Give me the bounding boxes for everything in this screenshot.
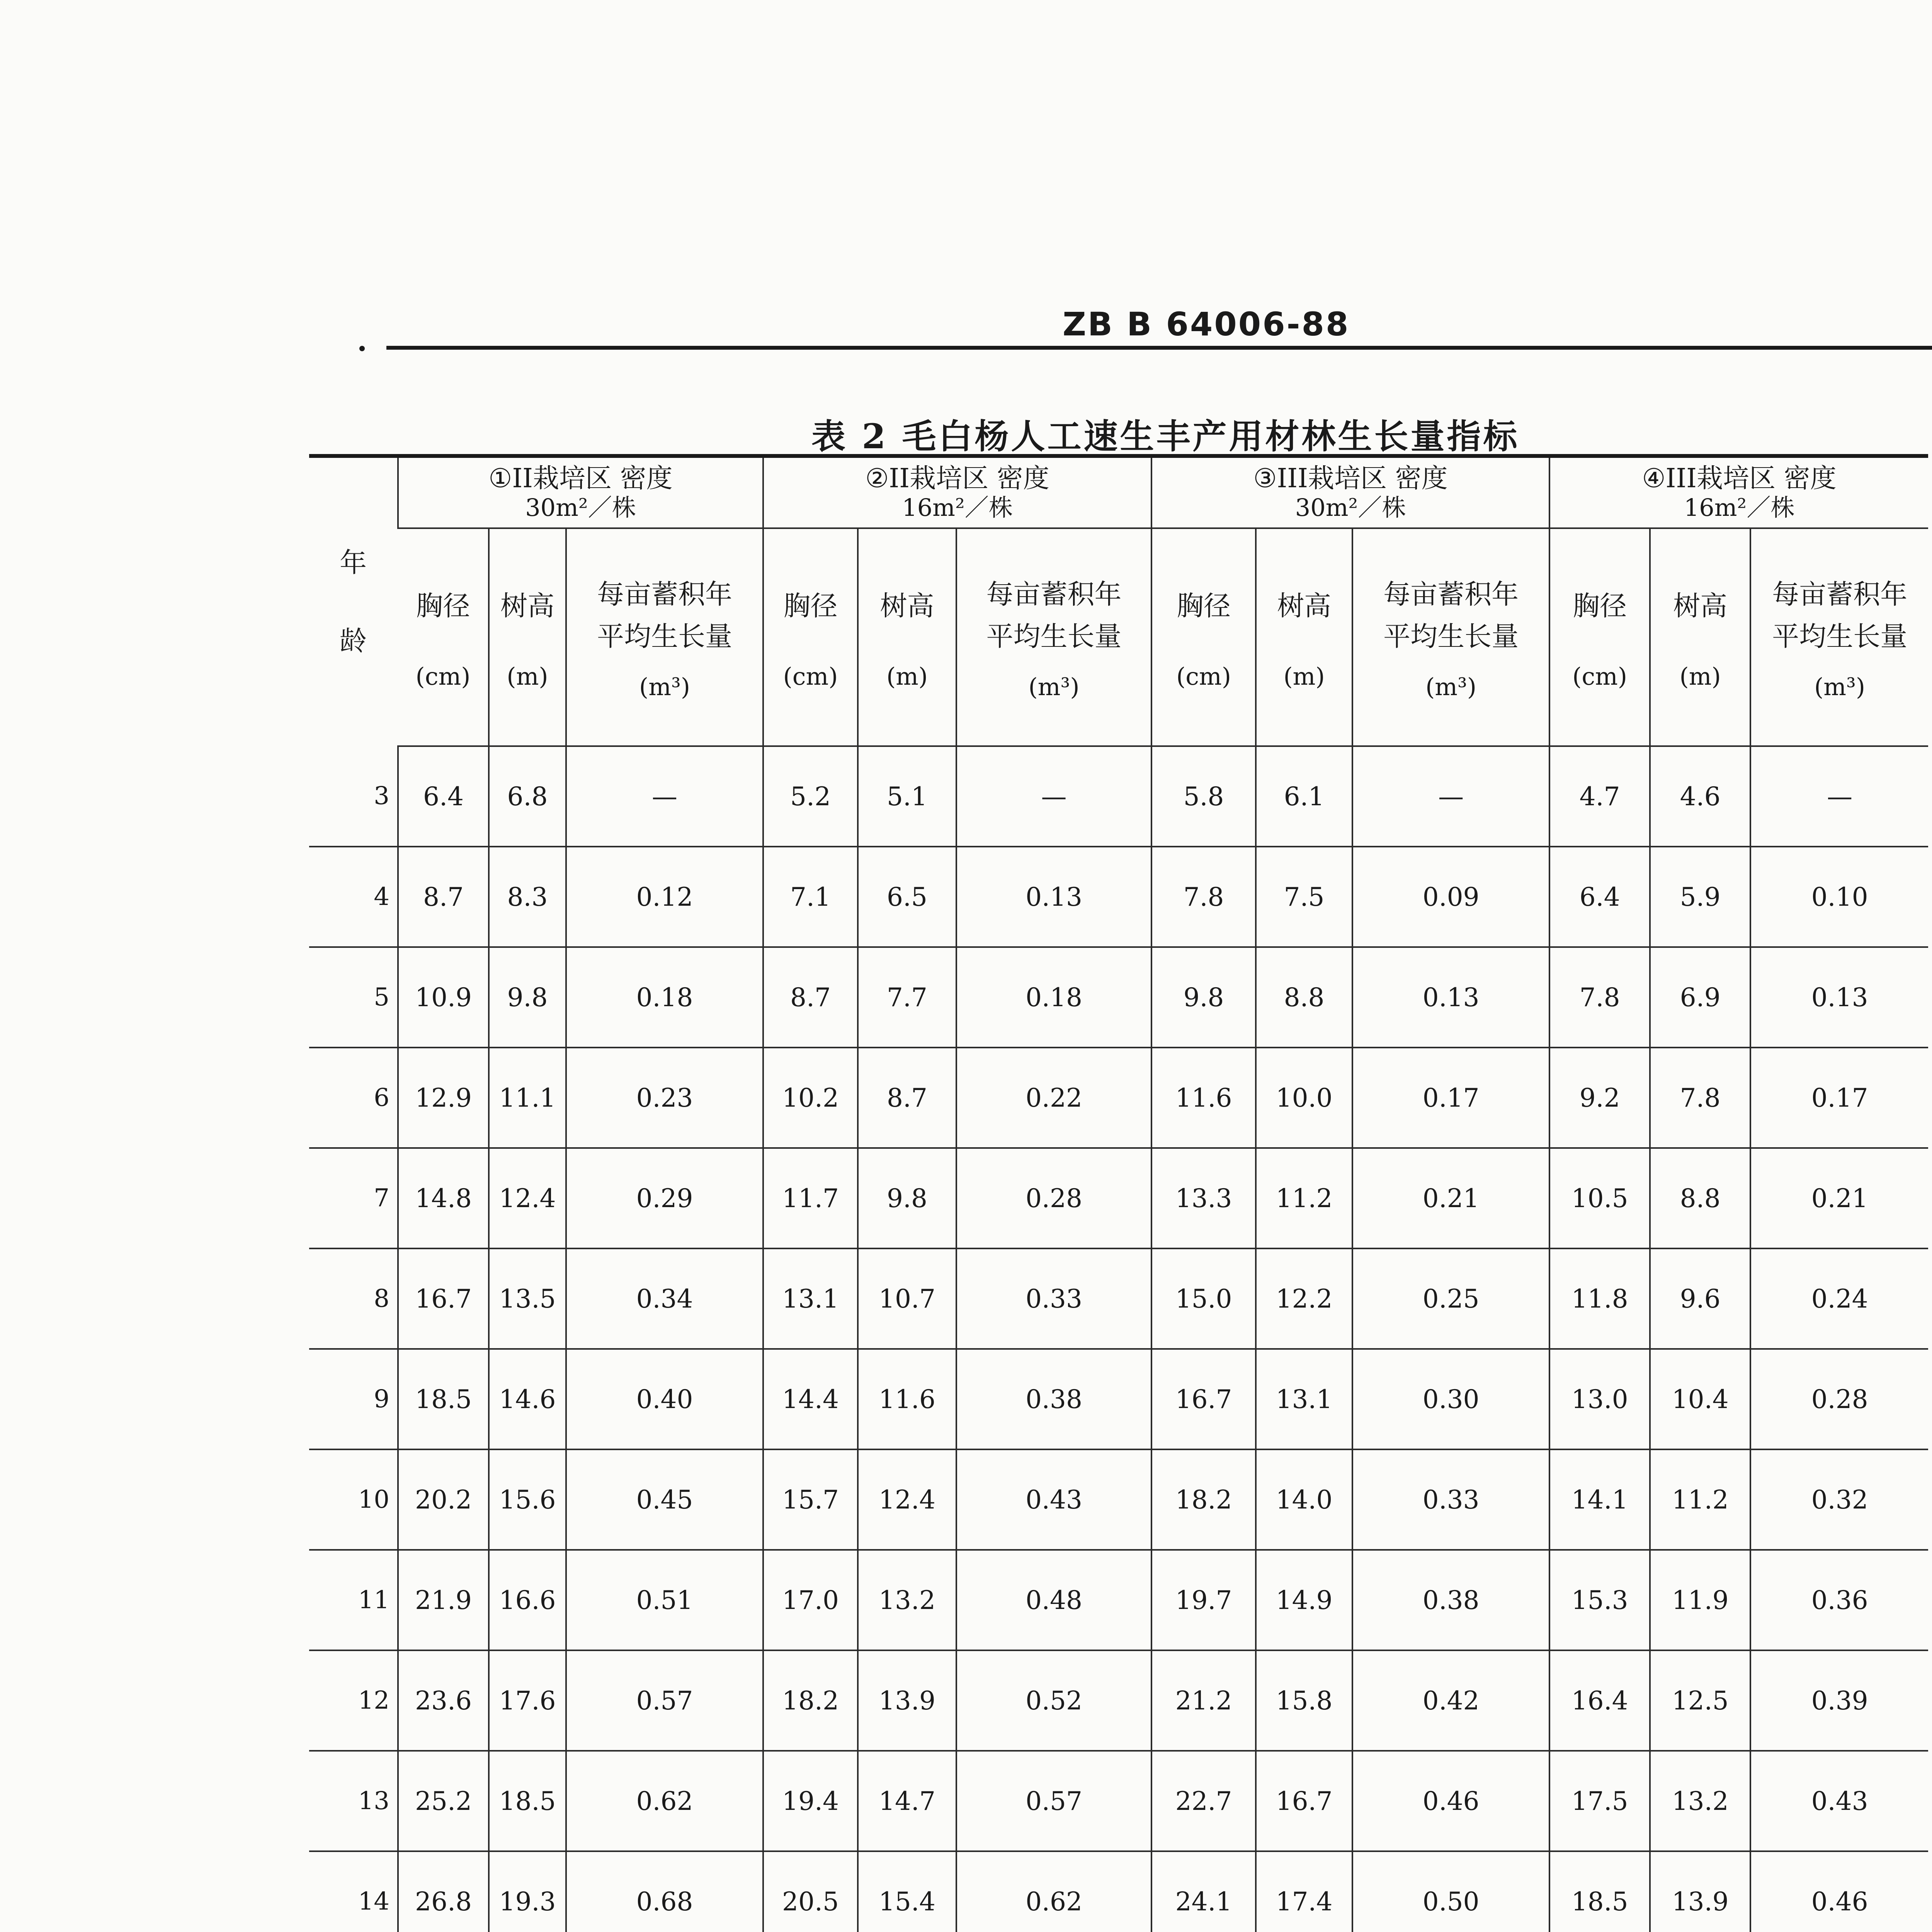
height-unit: (m) [1283,662,1325,690]
height-cell: 19.3 [489,1851,566,1932]
volume-cell: 0.09 [1352,847,1549,947]
dbh-cell: 16.7 [1151,1349,1256,1449]
height-cell: 5.1 [858,746,956,847]
dbh-cell: 20.5 [763,1851,858,1932]
volume-cell: 0.28 [1750,1349,1928,1449]
dbh-cell: 20.2 [398,1449,489,1550]
volume-cell: 0.39 [1750,1650,1928,1751]
volume-cell: — [956,746,1151,847]
volume-header-line-1: 每亩蓄积年 [986,578,1122,610]
volume-cell: 0.38 [956,1349,1151,1449]
volume-cell: 0.43 [1750,1751,1928,1851]
dbh-unit: (cm) [1572,662,1628,690]
age-cell: 5 [309,947,398,1048]
standard-code: ZB B 64006-88 [1063,305,1350,343]
age-cell: 8 [309,1248,398,1349]
volume-cell: 0.25 [1352,1248,1549,1349]
dbh-cell: 13.1 [763,1248,858,1349]
height-cell: 15.4 [858,1851,956,1932]
height-header-name: 树高 [500,590,554,622]
dbh-cell: 19.4 [763,1751,858,1851]
age-cell: 13 [309,1751,398,1851]
volume-header-line-2: 平均生长量 [597,620,733,652]
height-cell: 11.1 [489,1048,566,1148]
subheader-dbh-zone-2 [763,528,858,746]
dbh-cell: 8.7 [398,847,489,947]
age-cell: 11 [309,1550,398,1650]
volume-header-line-2: 平均生长量 [986,620,1122,652]
subheader-volume-zone-4 [1750,528,1928,746]
height-cell: 6.9 [1650,947,1750,1048]
volume-cell: 0.22 [956,1048,1151,1148]
height-cell: 8.3 [489,847,566,947]
zone-header-4 [1549,456,1928,528]
volume-header-line-2: 平均生长量 [1772,620,1908,652]
dbh-cell: 16.4 [1549,1650,1650,1751]
header-rule-dot [359,346,365,351]
height-unit: (m) [1679,662,1721,690]
volume-header-line-1: 每亩蓄积年 [1383,578,1519,610]
dbh-cell: 7.8 [1151,847,1256,947]
volume-header-line-1: 每亩蓄积年 [597,578,733,610]
height-cell: 10.4 [1650,1349,1750,1449]
dbh-unit: (cm) [783,662,838,690]
volume-cell: 0.38 [1352,1550,1549,1650]
height-cell: 13.9 [858,1650,956,1751]
sub-header-row [309,528,1928,746]
volume-unit: (m³) [1028,673,1080,701]
height-cell: 13.1 [1256,1349,1352,1449]
zone-header-row [309,456,1928,528]
volume-cell: 0.17 [1750,1048,1928,1148]
volume-header-line-1: 每亩蓄积年 [1772,578,1908,610]
dbh-cell: 8.7 [763,947,858,1048]
table-row [309,1650,1928,1751]
volume-cell: 0.33 [1352,1449,1549,1550]
height-cell: 13.5 [489,1248,566,1349]
age-cell: 7 [309,1148,398,1248]
volume-cell: 0.62 [956,1851,1151,1932]
dbh-header-name: 胸径 [1573,590,1627,622]
dbh-cell: 4.7 [1549,746,1650,847]
dbh-cell: 26.8 [398,1851,489,1932]
height-cell: 12.5 [1650,1650,1750,1751]
dbh-cell: 21.9 [398,1550,489,1650]
dbh-header-name: 胸径 [1177,590,1231,622]
height-cell: 11.9 [1650,1550,1750,1650]
dbh-cell: 15.7 [763,1449,858,1550]
dbh-cell: 18.2 [763,1650,858,1751]
dbh-cell: 24.1 [1151,1851,1256,1932]
age-cell: 4 [309,847,398,947]
dbh-header-name: 胸径 [783,590,838,622]
table-row [309,1851,1928,1932]
dbh-cell: 14.1 [1549,1449,1650,1550]
dbh-header-name: 胸径 [416,590,470,622]
height-cell: 17.6 [489,1650,566,1751]
zone-header-3 [1151,456,1549,528]
dbh-cell: 15.3 [1549,1550,1650,1650]
height-cell: 14.6 [489,1349,566,1449]
volume-cell: 0.48 [956,1550,1151,1650]
table-row [309,1048,1928,1148]
height-cell: 9.8 [858,1148,956,1248]
volume-cell: — [1750,746,1928,847]
dbh-cell: 13.3 [1151,1148,1256,1248]
volume-cell: 0.18 [566,947,763,1048]
height-cell: 17.4 [1256,1851,1352,1932]
dbh-cell: 25.2 [398,1751,489,1851]
age-header-char-1: 年 [340,547,367,578]
table-row [309,1349,1928,1449]
dbh-unit: (cm) [415,662,471,690]
table-row [309,847,1928,947]
table-row [309,1148,1928,1248]
volume-cell: 0.13 [956,847,1151,947]
table-body [309,746,1928,1932]
height-cell: 14.0 [1256,1449,1352,1550]
subheader-dbh-zone-1 [398,528,489,746]
dbh-cell: 19.7 [1151,1550,1256,1650]
table-row [309,1550,1928,1650]
zone-2-name: ②II栽培区 密度 [865,463,1049,494]
height-cell: 9.8 [489,947,566,1048]
dbh-cell: 10.9 [398,947,489,1048]
dbh-cell: 6.4 [1549,847,1650,947]
height-unit: (m) [886,662,928,690]
zone-3-name: ③III栽培区 密度 [1253,463,1448,494]
subheader-height-zone-3 [1256,528,1352,746]
height-cell: 18.5 [489,1751,566,1851]
page-header [386,0,1932,355]
subheader-volume-zone-2 [956,528,1151,746]
zone-1-density: 30m²／株 [525,493,636,522]
subheader-dbh-zone-3 [1151,528,1256,746]
subheader-height-zone-4 [1650,528,1750,746]
zone-header-2 [763,456,1151,528]
table-row [309,746,1928,847]
dbh-cell: 12.9 [398,1048,489,1148]
volume-cell: 0.46 [1750,1851,1928,1932]
dbh-cell: 5.2 [763,746,858,847]
zone-4-density: 16m²／株 [1684,493,1795,522]
height-cell: 15.8 [1256,1650,1352,1751]
height-cell: 8.8 [1650,1148,1750,1248]
volume-cell: 0.57 [956,1751,1151,1851]
volume-cell: 0.52 [956,1650,1151,1751]
dbh-cell: 9.8 [1151,947,1256,1048]
volume-cell: 0.32 [1750,1449,1928,1550]
dbh-cell: 18.2 [1151,1449,1256,1550]
table-title: 表 2 毛白杨人工速生丰产用材林生长量指标 [811,416,1520,456]
dbh-cell: 9.2 [1549,1048,1650,1148]
dbh-cell: 11.6 [1151,1048,1256,1148]
volume-cell: 0.42 [1352,1650,1549,1751]
height-cell: 11.2 [1650,1449,1750,1550]
height-cell: 15.6 [489,1449,566,1550]
dbh-cell: 10.5 [1549,1148,1650,1248]
volume-cell: 0.46 [1352,1751,1549,1851]
dbh-cell: 23.6 [398,1650,489,1751]
subheader-volume-zone-3 [1352,528,1549,746]
volume-cell: 0.13 [1750,947,1928,1048]
table-row [309,947,1928,1048]
subheader-height-zone-1 [489,528,566,746]
zone-3-density: 30m²／株 [1295,493,1406,522]
height-header-name: 树高 [1277,590,1332,622]
height-cell: 13.2 [858,1550,956,1650]
zone-header-1 [398,456,763,528]
volume-cell: 0.50 [1352,1851,1549,1932]
height-cell: 4.6 [1650,746,1750,847]
dbh-cell: 7.8 [1549,947,1650,1048]
volume-cell: — [566,746,763,847]
height-cell: 11.6 [858,1349,956,1449]
table-row [309,1449,1928,1550]
subheader-height-zone-2 [858,528,956,746]
dbh-cell: 11.7 [763,1148,858,1248]
dbh-cell: 13.0 [1549,1349,1650,1449]
volume-cell: 0.21 [1750,1148,1928,1248]
table-row [309,1751,1928,1851]
volume-unit: (m³) [1425,673,1477,701]
height-cell: 10.0 [1256,1048,1352,1148]
height-cell: 12.4 [489,1148,566,1248]
age-cell: 6 [309,1048,398,1148]
volume-cell: 0.13 [1352,947,1549,1048]
zone-4-name: ④III栽培区 密度 [1642,463,1837,494]
height-cell: 8.7 [858,1048,956,1148]
volume-cell: 0.36 [1750,1550,1928,1650]
height-cell: 9.6 [1650,1248,1750,1349]
dbh-cell: 17.5 [1549,1751,1650,1851]
dbh-cell: 16.7 [398,1248,489,1349]
dbh-cell: 18.5 [1549,1851,1650,1932]
volume-cell: 0.21 [1352,1148,1549,1248]
volume-cell: 0.30 [1352,1349,1549,1449]
height-cell: 16.6 [489,1550,566,1650]
volume-cell: 0.34 [566,1248,763,1349]
dbh-cell: 6.4 [398,746,489,847]
height-cell: 7.7 [858,947,956,1048]
dbh-cell: 21.2 [1151,1650,1256,1751]
age-cell: 10 [309,1449,398,1550]
volume-cell: 0.33 [956,1248,1151,1349]
height-cell: 5.9 [1650,847,1750,947]
volume-cell: 0.57 [566,1650,763,1751]
volume-cell: 0.29 [566,1148,763,1248]
age-column-header [309,456,398,746]
zone-2-density: 16m²／株 [902,493,1013,522]
height-cell: 6.8 [489,746,566,847]
growth-table-wrapper [309,454,1928,1932]
volume-cell: 0.68 [566,1851,763,1932]
subheader-dbh-zone-4 [1549,528,1650,746]
volume-unit: (m³) [1814,673,1866,701]
growth-table [309,454,1928,1932]
zone-1-name: ①II栽培区 密度 [488,463,673,494]
dbh-cell: 17.0 [763,1550,858,1650]
volume-cell: 0.10 [1750,847,1928,947]
subheader-volume-zone-1 [566,528,763,746]
volume-cell: 0.24 [1750,1248,1928,1349]
volume-cell: 0.40 [566,1349,763,1449]
height-cell: 16.7 [1256,1751,1352,1851]
height-cell: 8.8 [1256,947,1352,1048]
height-cell: 12.2 [1256,1248,1352,1349]
height-cell: 7.5 [1256,847,1352,947]
height-cell: 10.7 [858,1248,956,1349]
age-cell: 3 [309,746,398,847]
height-cell: 6.1 [1256,746,1352,847]
volume-cell: — [1352,746,1549,847]
dbh-cell: 10.2 [763,1048,858,1148]
dbh-cell: 18.5 [398,1349,489,1449]
volume-cell: 0.62 [566,1751,763,1851]
age-cell: 14 [309,1851,398,1932]
height-cell: 7.8 [1650,1048,1750,1148]
height-cell: 11.2 [1256,1148,1352,1248]
height-cell: 14.9 [1256,1550,1352,1650]
height-cell: 6.5 [858,847,956,947]
dbh-cell: 22.7 [1151,1751,1256,1851]
dbh-cell: 5.8 [1151,746,1256,847]
height-header-name: 树高 [880,590,934,622]
dbh-cell: 14.4 [763,1349,858,1449]
volume-cell: 0.28 [956,1148,1151,1248]
dbh-unit: (cm) [1176,662,1231,690]
header-rule [386,346,1932,350]
table-row [309,1248,1928,1349]
height-cell: 13.2 [1650,1751,1750,1851]
volume-cell: 0.45 [566,1449,763,1550]
volume-unit: (m³) [639,673,690,701]
volume-header-line-2: 平均生长量 [1383,620,1519,652]
volume-cell: 0.51 [566,1550,763,1650]
volume-cell: 0.18 [956,947,1151,1048]
age-cell: 9 [309,1349,398,1449]
height-header-name: 树高 [1673,590,1728,622]
dbh-cell: 11.8 [1549,1248,1650,1349]
height-cell: 14.7 [858,1751,956,1851]
height-cell: 12.4 [858,1449,956,1550]
age-cell: 12 [309,1650,398,1751]
height-cell: 13.9 [1650,1851,1750,1932]
dbh-cell: 15.0 [1151,1248,1256,1349]
volume-cell: 0.17 [1352,1048,1549,1148]
dbh-cell: 14.8 [398,1148,489,1248]
height-unit: (m) [507,662,548,690]
volume-cell: 0.43 [956,1449,1151,1550]
dbh-cell: 7.1 [763,847,858,947]
volume-cell: 0.23 [566,1048,763,1148]
table-header [309,456,1928,746]
volume-cell: 0.12 [566,847,763,947]
age-header-char-2: 龄 [340,625,367,657]
